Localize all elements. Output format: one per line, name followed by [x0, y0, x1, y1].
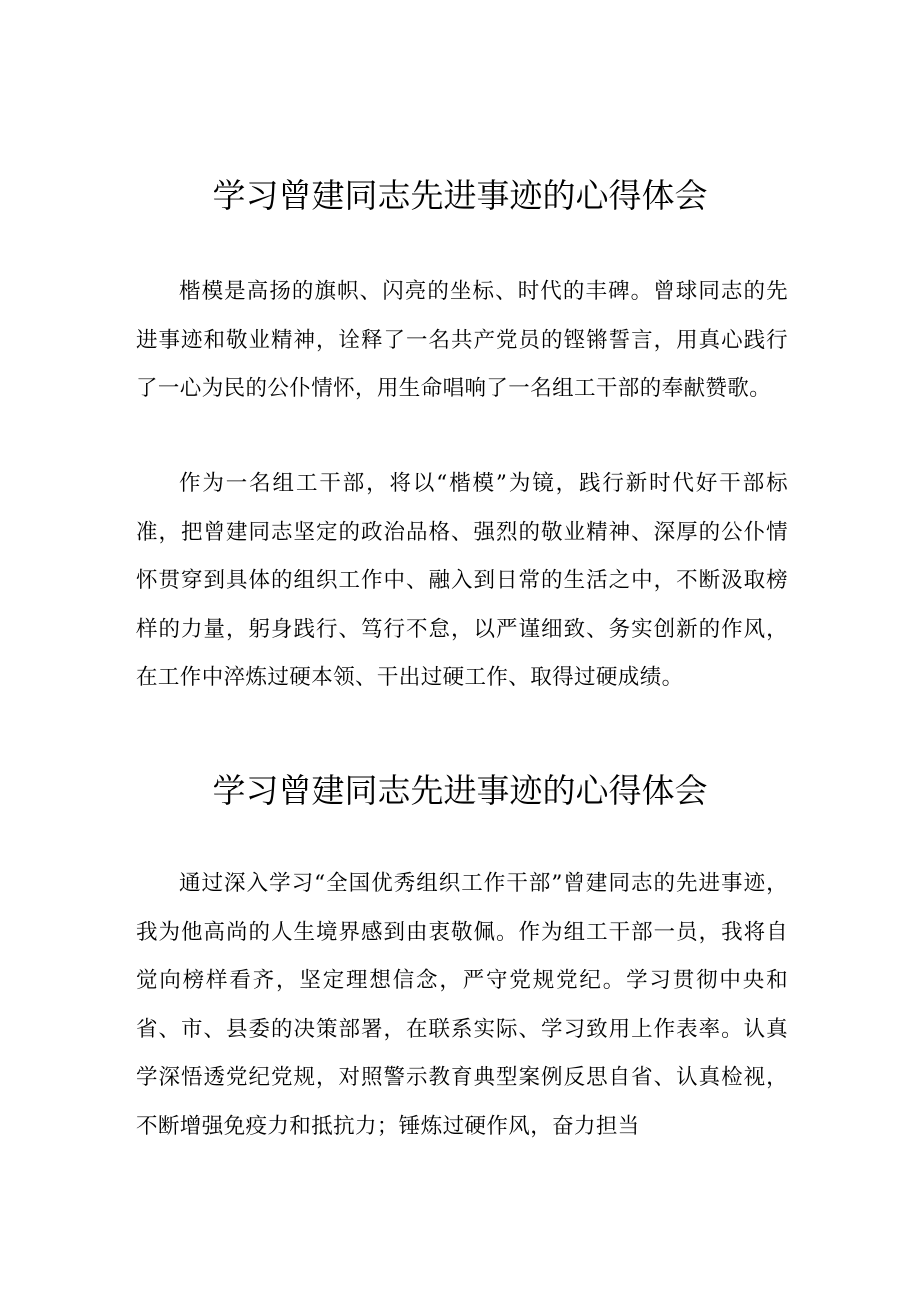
section-2-title: 学习曾建同志先进事迹的心得体会	[212, 771, 708, 810]
section-2-paragraph-1: 通过深入学习“全国优秀组织工作干部”曾建同志的先进事迹，我为他高尚的人生境界感到由衷敬佩。作为组工干部一员，我将自觉向榜样看齐，坚定理想信念，严守党规党纪。学习贯彻中央和省、市、县委的决策部署，在联系实际、学习致用上作表率。认真学深悟透党纪党规，对照警示教育典型案例反思自省、认真检视，不断增强免疫力和抵抗力；锤炼过硬作风，奋力担当	[136, 871, 788, 1139]
section-1-title: 学习曾建同志先进事迹的心得体会	[212, 176, 708, 215]
section-1-paragraph-2: 作为一名组工干部，将以“楷模”为镜，践行新时代好干部标准，把曾建同志坚定的政治品格、强烈的敬业精神、深厚的公仆情怀贯穿到具体的组织工作中、融入到日常的生活之中，不断汲取榜样的力量，躬身践行、笃行不怠，以严谨细致、务实创新的作风，在工作中淬炼过硬本领、干出过硬工作、取得过硬成绩。	[136, 471, 788, 690]
section-1-paragraph-1: 楷模是高扬的旗帜、闪亮的坐标、时代的丰碑。曾球同志的先进事迹和敬业精神，诠释了一名共产党员的铿锵誓言，用真心践行了一心为民的公仆情怀，用生命唱响了一名组工干部的奉献赞歌。	[136, 279, 788, 401]
